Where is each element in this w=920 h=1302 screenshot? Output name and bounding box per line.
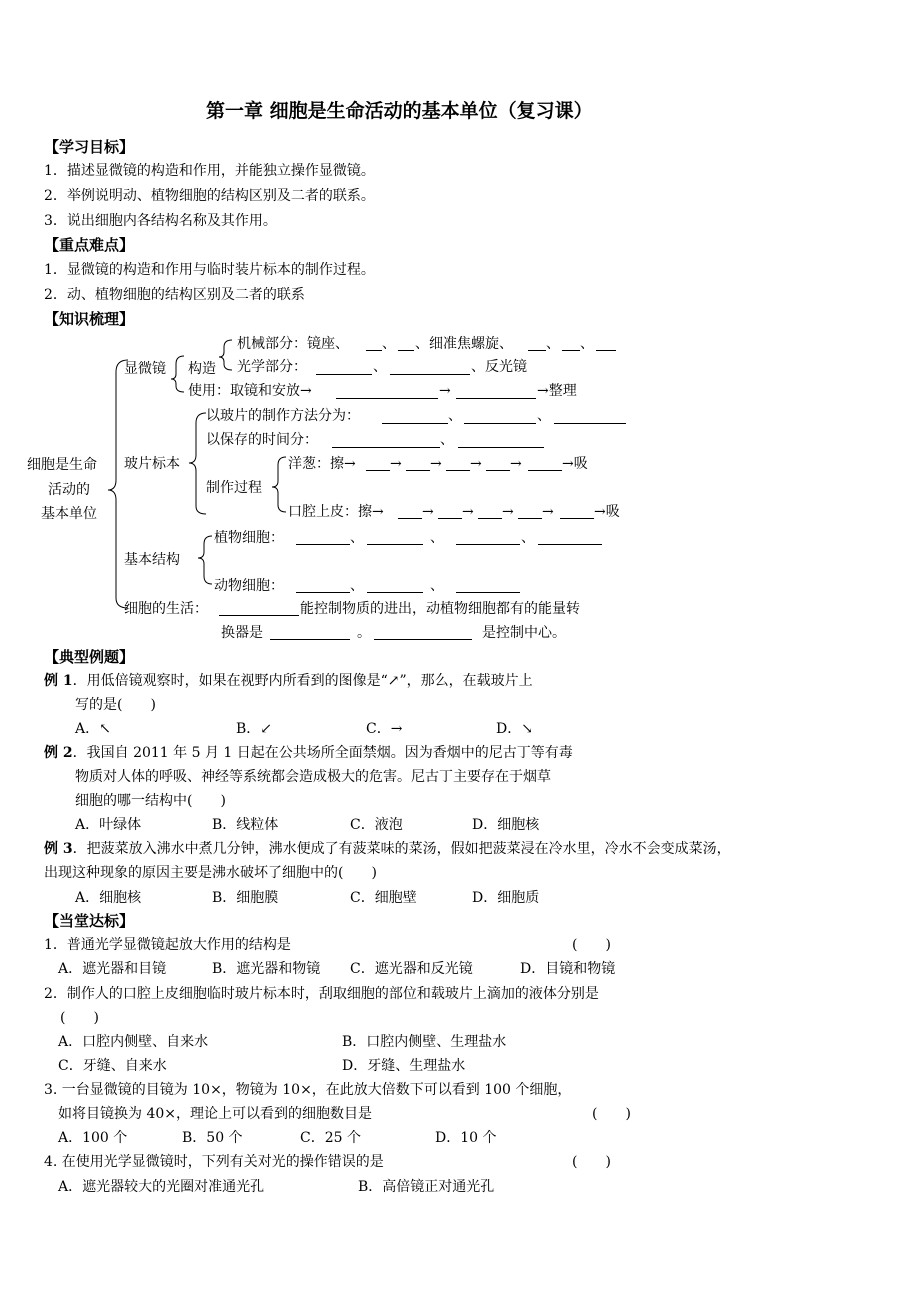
example-1-option-d: D．↘ xyxy=(496,721,533,737)
example-1-option-b: B．↙ xyxy=(236,721,273,737)
sep: 、 xyxy=(537,408,551,424)
blank xyxy=(270,639,350,640)
cell-life: 细胞的生活： xyxy=(124,601,208,617)
blank xyxy=(456,544,520,545)
example-3-label: 例 3 xyxy=(44,841,73,857)
practice-2-option-b: B．口腔内侧壁、生理盐水 xyxy=(342,1034,507,1050)
blank xyxy=(296,544,350,545)
sep: 、 xyxy=(430,530,444,546)
control-center: 是控制中心。 xyxy=(482,625,566,641)
sep: 、 xyxy=(546,336,560,352)
sep: 、 xyxy=(430,578,444,594)
key-point-2: 2．动、植物细胞的结构区别及二者的联系 xyxy=(44,287,305,303)
sep: 、 xyxy=(440,432,454,448)
examples-header: 【典型例题】 xyxy=(44,648,135,666)
key-points-header: 【重点难点】 xyxy=(44,236,135,254)
converter: 换器是 xyxy=(221,625,263,641)
blank xyxy=(382,423,448,424)
blank xyxy=(560,518,594,519)
blank xyxy=(406,470,430,471)
practice-3-option-b: B．50 个 xyxy=(182,1130,243,1146)
blank xyxy=(518,518,542,519)
blank xyxy=(446,470,470,471)
arrow: → xyxy=(502,504,514,520)
root-line-2: 活动的 xyxy=(48,482,90,498)
example-2-line-3: 细胞的哪一结构中( ) xyxy=(75,793,226,809)
blank xyxy=(596,350,616,351)
practice-header: 【当堂达标】 xyxy=(44,912,135,930)
example-1-option-a: A．↖ xyxy=(75,721,111,737)
arrow: → xyxy=(510,456,522,472)
usage-end: →整理 xyxy=(537,383,577,399)
example-3-text: ．把菠菜放入沸水中煮几分钟，沸水便成了有菠菜味的菜汤，假如把菠菜浸在冷水里，冷水不会变成菜汤， xyxy=(72,841,731,857)
example-1-label: 例 1 xyxy=(44,673,73,689)
by-method: 以玻片的制作方法分为： xyxy=(206,408,360,424)
blank xyxy=(374,639,472,640)
example-3-line-2: 出现这种现象的原因主要是沸水破坏了细胞中的( ) xyxy=(44,865,377,881)
sep: 、 xyxy=(350,578,364,594)
example-2-label: 例 2 xyxy=(44,745,73,761)
example-2-option-b: B．线粒体 xyxy=(212,817,279,833)
example-3-option-c: C．细胞壁 xyxy=(350,890,417,906)
sep: 、 xyxy=(382,336,396,352)
blank xyxy=(367,592,423,593)
plant-cell: 植物细胞： xyxy=(214,530,284,546)
blank xyxy=(219,615,299,616)
arrow: → xyxy=(430,456,442,472)
example-2-option-a: A．叶绿体 xyxy=(75,817,142,833)
arrow: → xyxy=(390,456,402,472)
sep: 、 xyxy=(350,530,364,546)
knowledge-header: 【知识梳理】 xyxy=(44,310,135,328)
blank xyxy=(486,470,510,471)
optical-parts: 光学部分： xyxy=(237,359,307,375)
mechanical-parts: 机械部分：镜座、 xyxy=(237,336,349,352)
practice-1-paren: ( ) xyxy=(572,937,611,953)
practice-4-option-a: A．遮光器较大的光圈对准通光孔 xyxy=(58,1179,265,1195)
objective-1: 1．描述显微镜的构造和作用，并能独立操作显微镜。 xyxy=(44,163,375,179)
mechanical-mid: 、细准焦螺旋、 xyxy=(415,336,513,352)
example-1-line-2: 写的是( ) xyxy=(75,697,156,713)
practice-1-option-b: B．遮光器和物镜 xyxy=(212,961,321,977)
by-time: 以保存的时间分： xyxy=(206,432,318,448)
objectives-header: 【学习目标】 xyxy=(44,138,135,156)
microscope-label: 显微镜 xyxy=(124,361,166,377)
basic-structure-label: 基本结构 xyxy=(124,552,180,568)
blank xyxy=(438,518,462,519)
example-3-option-b: B．细胞膜 xyxy=(212,890,279,906)
practice-1-option-a: A．遮光器和目镜 xyxy=(58,961,167,977)
practice-3-paren: ( ) xyxy=(592,1106,631,1122)
blank xyxy=(562,350,580,351)
example-2-option-d: D．细胞核 xyxy=(472,817,540,833)
blank xyxy=(554,423,626,424)
onion-steps: 洋葱：擦→ xyxy=(288,456,356,472)
blank xyxy=(316,374,372,375)
example-1-text: ．用低倍镜观察时，如果在视野内所看到的图像是“↗”，那么，在载玻片上 xyxy=(72,673,533,689)
blank xyxy=(398,518,422,519)
blank xyxy=(390,374,470,375)
blank xyxy=(332,447,440,448)
arrow: → xyxy=(439,383,451,399)
arrow: → xyxy=(470,456,482,472)
practice-4-option-b: B．高倍镜正对通光孔 xyxy=(358,1179,495,1195)
blank xyxy=(367,544,423,545)
practice-2-option-d: D．牙缝、生理盐水 xyxy=(342,1058,466,1074)
practice-1-option-c: C．遮光器和反光镜 xyxy=(350,961,473,977)
optical-end: 、反光镜 xyxy=(471,359,527,375)
example-3-option-d: D．细胞质 xyxy=(472,890,540,906)
sep: 、 xyxy=(448,408,462,424)
blank xyxy=(366,350,382,351)
example-1-option-c: C．→ xyxy=(366,721,403,737)
arrow: → xyxy=(422,504,434,520)
period: 。 xyxy=(357,625,371,641)
blank xyxy=(528,470,562,471)
example-2-text: ．我国自 2011 年 5 月 1 日起在公共场所全面禁烟。因为香烟中的尼古丁等有毒 xyxy=(72,745,573,761)
structure-label: 构造 xyxy=(188,361,216,377)
practice-4-paren: ( ) xyxy=(572,1154,611,1170)
arrow: → xyxy=(462,504,474,520)
practice-2-paren: ( ) xyxy=(60,1010,99,1026)
blank xyxy=(456,592,520,593)
cell-life-mid: 能控制物质的进出，动植物细胞都有的能量转 xyxy=(300,601,580,617)
example-3-line-1 xyxy=(44,840,731,858)
practice-1: 1．普通光学显微镜起放大作用的结构是 xyxy=(44,937,291,953)
blank xyxy=(478,518,502,519)
absorb: →吸 xyxy=(562,456,588,472)
arrow: → xyxy=(542,504,554,520)
objective-2: 2．举例说明动、植物细胞的结构区别及二者的联系。 xyxy=(44,188,375,204)
blank xyxy=(528,350,546,351)
sep: 、 xyxy=(580,336,594,352)
blank xyxy=(458,447,544,448)
example-1-line-1 xyxy=(44,672,533,690)
blank xyxy=(538,544,602,545)
blank xyxy=(456,398,536,399)
blank xyxy=(296,592,350,593)
blank xyxy=(398,350,414,351)
example-3-option-a: A．细胞核 xyxy=(75,890,142,906)
practice-4: 4. 在使用光学显微镜时，下列有关对光的操作错误的是 xyxy=(44,1154,384,1170)
root-line-3: 基本单位 xyxy=(41,506,97,522)
mouth-steps: 口腔上皮：擦→ xyxy=(288,504,384,520)
blank xyxy=(366,470,390,471)
blank xyxy=(336,398,438,399)
practice-3-option-a: A．100 个 xyxy=(58,1130,128,1146)
practice-2-option-c: C．牙缝、自来水 xyxy=(58,1058,167,1074)
practice-2-option-a: A．口腔内侧壁、自来水 xyxy=(58,1034,209,1050)
sep: 、 xyxy=(521,530,535,546)
key-point-1: 1．显微镜的构造和作用与临时装片标本的制作过程。 xyxy=(44,262,375,278)
sep: 、 xyxy=(373,359,387,375)
root-line-1: 细胞是生命 xyxy=(27,457,97,473)
practice-3-line-1: 3. 一台显微镜的目镜为 10×，物镜为 10×，在此放大倍数下可以看到 100 个细胞， xyxy=(44,1082,572,1098)
objective-3: 3．说出细胞内各结构名称及其作用。 xyxy=(44,213,277,229)
slide-label: 玻片标本 xyxy=(124,456,180,472)
process-label: 制作过程 xyxy=(206,480,262,496)
practice-1-option-d: D．目镜和物镜 xyxy=(520,961,616,977)
page-title: 第一章 细胞是生命活动的基本单位（复习课） xyxy=(206,100,593,122)
absorb: →吸 xyxy=(594,504,620,520)
practice-3-line-2: 如将目镜换为 40×，理论上可以看到的细胞数目是 xyxy=(58,1106,372,1122)
example-2-option-c: C．液泡 xyxy=(350,817,403,833)
usage: 使用：取镜和安放→ xyxy=(188,383,312,399)
animal-cell: 动物细胞： xyxy=(214,578,284,594)
example-2-line-2: 物质对人体的呼吸、神经等系统都会造成极大的危害。尼古丁主要存在于烟草 xyxy=(75,769,551,785)
blank xyxy=(464,423,536,424)
practice-3-option-d: D．10 个 xyxy=(435,1130,497,1146)
example-2-line-1 xyxy=(44,744,573,762)
practice-2: 2．制作人的口腔上皮细胞临时玻片标本时，刮取细胞的部位和载玻片上滴加的液体分别是 xyxy=(44,986,599,1002)
practice-3-option-c: C．25 个 xyxy=(300,1130,361,1146)
